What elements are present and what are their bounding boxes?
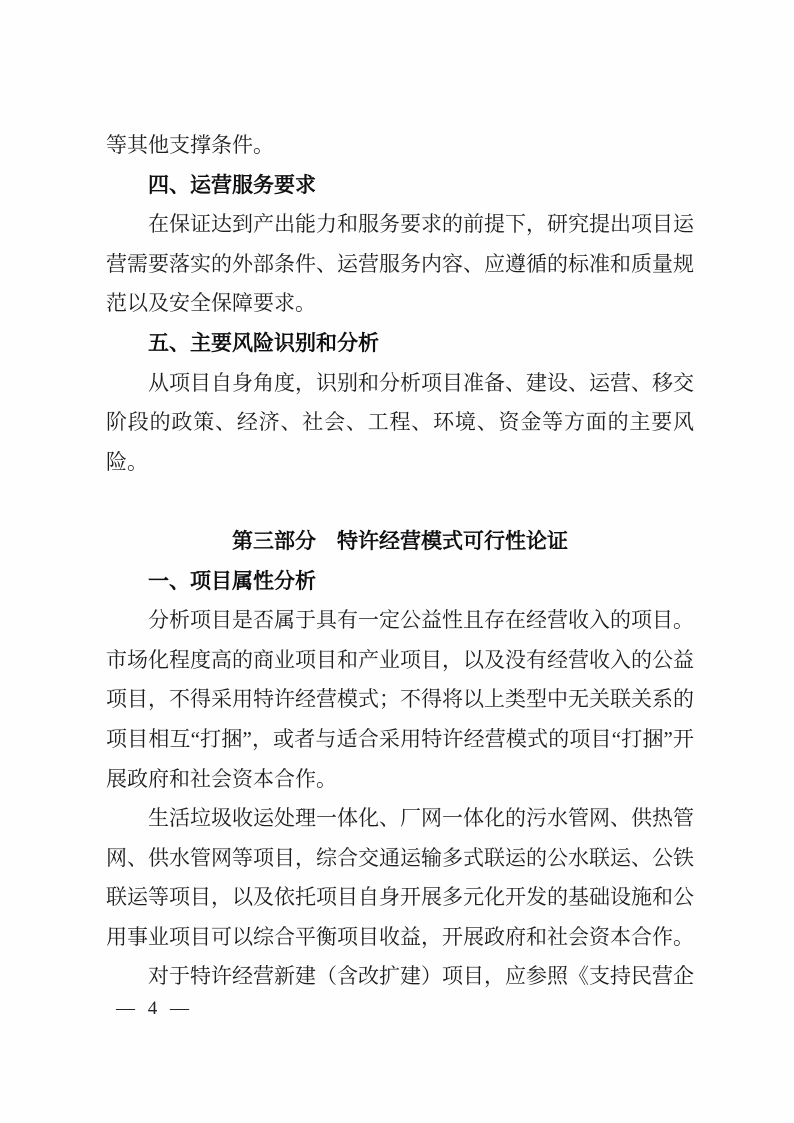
section-heading-operation-service-requirements: 四、运营服务要求	[148, 173, 316, 197]
paragraph-main-risk-identification: 从项目自身角度，识别和分析项目准备、建设、运营、移交阶段的政策、经济、社会、工程、环境、资金等方面的主要风险。	[106, 370, 694, 474]
paragraph-operation-service-requirements: 在保证达到产出能力和服务要求的前提下，研究提出项目运营需要落实的外部条件、运营服务内容、应遵循的标准和质量规范以及安全保障要求。	[106, 212, 694, 316]
paragraph-continuation-support-conditions: 等其他支撑条件。	[106, 133, 274, 157]
part-three-title: 第三部分 特许经营模式可行性论证	[232, 529, 568, 553]
section-heading-main-risk-identification: 五、主要风险识别和分析	[148, 331, 379, 355]
page-number: — 4 —	[116, 998, 193, 1019]
paragraph-project-attribute-analysis-1: 分析项目是否属于具有一定公益性且存在经营收入的项目。市场化程度高的商业项目和产业项目，以及没有经营收入的公益项目，不得采用特许经营模式；不得将以上类型中无关联关系的项目相互“打捆”，或者与适合采用特许经营模式的项目“打捆”开展政府和社会资本合作。	[106, 608, 694, 791]
document-body	[106, 126, 694, 997]
paragraph-project-attribute-analysis-3-cut-off: 对于特许经营新建（含改扩建）项目，应参照《支持民营企	[148, 964, 694, 989]
paragraph-project-attribute-analysis-2: 生活垃圾收运处理一体化、厂网一体化的污水管网、供热管网、供水管网等项目，综合交通运输多式联运的公水联运、公铁联运等项目，以及依托项目自身开展多元化开发的基础设施和公用事业项目可以综合平衡项目收益，开展政府和社会资本合作。	[106, 806, 694, 949]
section-heading-project-attribute-analysis: 一、项目属性分析	[148, 569, 316, 593]
